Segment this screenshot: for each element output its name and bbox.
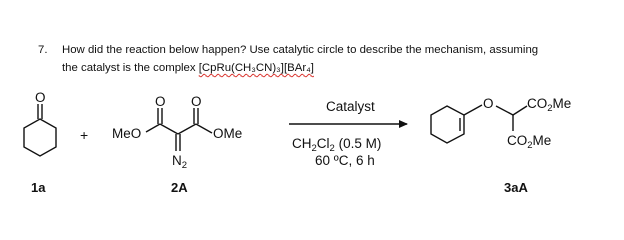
diazomalonate-structure — [146, 108, 212, 151]
cyclohexanone-structure — [24, 104, 56, 156]
right-carbonyl-oxygen: O — [191, 94, 202, 109]
ether-oxygen: O — [483, 96, 494, 111]
left-carbonyl-oxygen: O — [155, 94, 166, 109]
bond-center-c-right — [178, 124, 196, 134]
temperature-time-condition: 60 ºC, 6 h — [315, 153, 375, 168]
compound-label-2A: 2A — [171, 180, 188, 195]
cyclohexane-ring — [24, 119, 56, 156]
plus-sign: + — [80, 127, 89, 143]
right-methoxy-group: OMe — [213, 126, 243, 141]
upper-ester-group: $CO_2Me$ — [527, 96, 572, 114]
left-methoxy-group: MeO — [112, 126, 142, 141]
bond-c-center-left — [160, 124, 178, 134]
catalyst-formula: [CpRu(CH₃CN)₃][BAr₄] — [198, 62, 314, 74]
diazo-group: $N_2$ — [172, 153, 188, 171]
bond-ring-to-oxygen — [464, 105, 482, 115]
ketone-oxygen: O — [35, 90, 46, 105]
compound-label-1a: 1a — [31, 180, 46, 195]
compound-label-3aA: 3aA — [504, 180, 528, 195]
bond-oxygen-to-ch — [496, 106, 513, 115]
bond-ch-to-upper-ester — [513, 106, 527, 115]
bond-right-ome — [196, 124, 212, 133]
lower-ester-group: $CO_2Me$ — [507, 133, 552, 151]
question-text-prefix: the catalyst is the complex — [62, 62, 199, 74]
bond-ome-left — [146, 124, 160, 132]
question-number: 7. — [38, 44, 48, 56]
cyclohexene-ring — [431, 106, 464, 143]
reagent-label: Catalyst — [326, 99, 375, 114]
solvent-condition: $CH_2Cl_2$ (0.5 M) — [292, 136, 382, 154]
question-text-line1: How did the reaction below happen? Use catalytic circle to describe the mechanism, assuming — [62, 44, 539, 56]
